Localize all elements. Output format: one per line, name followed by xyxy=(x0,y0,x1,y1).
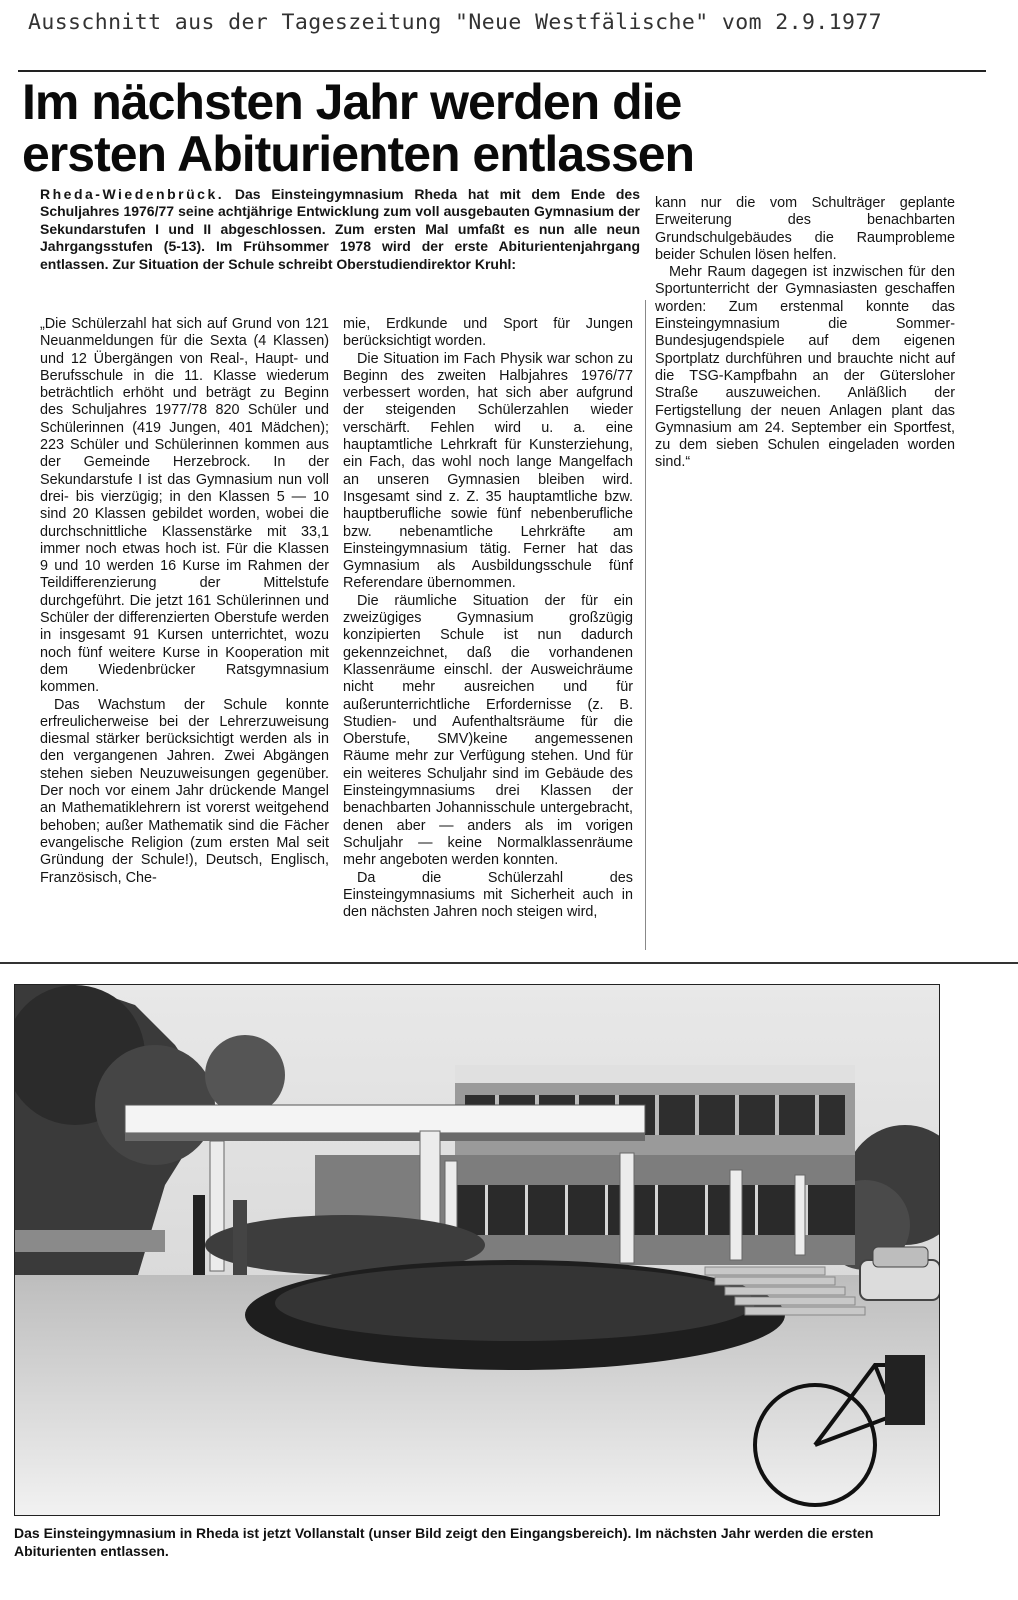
lead-paragraph xyxy=(40,186,640,273)
column-1-paragraph: „Die Schülerzahl hat sich auf Grund von 121 Neuanmeldungen für die Sexta (4 Klassen) und 12 Übergängen von Real-, Haupt- und Berufsschule in die 11. Klasse wiederum beträchtlich erhöht und beträgt zu Beginn des Schuljahres 1977/78 820 Schüler und Schülerinnen (419 Jungen, 401 Mädchen); 223 Schüler und Schülerinnen kommen aus der Gemeinde Herzebrock. In der Sekundarstufe I ist das Gymnasium nun voll drei- bis vierzügig; in den Klassen 5 — 10 sind 20 Klassen gebildet worden, wobei die durchschnittliche Klassenstärke mit 33,1 immer noch etwas hoch ist. Für die Klassen 9 und 10 werden 16 Kurse im Rahmen der Teildifferenzierung der Mittelstufe durchgeführt. Die jetzt 161 Schülerinnen und Schüler der differenzierten Oberstufe werden in insgesamt 91 Kursen unterrichtet, wozu noch fünf weitere Kurse in Kooperation mit dem Wiedenbrücker Ratsgymnasium kommen. xyxy=(40,316,329,696)
top-rule xyxy=(18,70,986,72)
school-building-photo xyxy=(14,984,940,1516)
column-rule xyxy=(645,300,646,950)
headline-line-1: Im nächsten Jahr werden die xyxy=(22,74,682,130)
article-column-3 xyxy=(655,195,955,472)
headline xyxy=(22,76,982,180)
dateline: Rheda-Wiedenbrück. xyxy=(40,186,225,202)
source-line: Ausschnitt aus der Tageszeitung "Neue Westfälische" vom 2.9.1977 xyxy=(28,10,883,35)
column-2-paragraph: Die räumliche Situation der für ein zweizügiges Gymnasium großzügig konzipierten Schule ist nun dadurch gekennzeichnet, daß die vorhandenen Klassenräume einschl. der Ausweichräume nicht mehr ausreichen und für außerunterrichtliche Erfordernisse (z. B. Studien- und Aufenthaltsräume für die Oberstufe, SMV)keine angemessenen Räume mehr zur Verfügung stehen. Und für ein weiteres Schuljahr sind im Gebäude des Einsteingymnasiums drei Klassen der benachbarten Johannisschule untergebracht, denen aber — anders als im vorigen Schuljahr — keine Normalklassenräume mehr angeboten werden konnten. xyxy=(343,592,633,869)
photo-caption: Das Einsteingymnasium in Rheda ist jetzt Vollanstalt (unser Bild zeigt den Eingangsbereich). Im nächsten Jahr werden die ersten Abiturienten entlassen. xyxy=(14,1525,874,1559)
lead-text: Das Einsteingymnasium Rheda hat mit dem Ende des Schuljahres 1976/77 seine achtjährige Entwicklung zum voll ausgebauten Gymnasium der Sekundarstufen I und II abgeschlossen. Zum ersten Mal umfaßt es nun alle neun Jahrgangsstufen (5-13). Im Frühsommer 1978 wird der erste Abiturientenjahrgang entlassen. Zur Situation der Schule schreibt Oberstudiendirektor Kruhl: xyxy=(40,186,641,272)
column-2-paragraph: mie, Erdkunde und Sport für Jungen berücksichtigt worden. xyxy=(343,316,633,350)
headline-line-2: ersten Abiturienten entlassen xyxy=(22,126,695,182)
photo-rule xyxy=(0,962,1018,964)
column-3-paragraph: Mehr Raum dagegen ist inzwischen für den Sportunterricht der Gymnasiasten geschaffen worden: Zum erstenmal konnte das Einsteingymnasium die Sommer-Bundesjugendspiele auf dem eigenen Sportplatz durchführen und brauchte nicht auf die TSG-Kampfbahn an der Gütersloher Straße auszuweichen. Anläßlich der Fertigstellung der neuen Anlagen plant das Gymnasium am 24. September ein Sportfest, zu dem sieben Schulen eingeladen worden sind.“ xyxy=(655,264,955,471)
column-3-paragraph: kann nur die vom Schulträger geplante Erweiterung des benachbarten Grundschulgebäudes die Raumprobleme beider Schulen lösen helfen. xyxy=(655,195,955,263)
article-column-2 xyxy=(343,316,633,921)
column-1-paragraph: Das Wachstum der Schule konnte erfreulicherweise bei der Lehrerzuweisung diesmal stärker berücksichtigt werden als in den vergangenen Jahren. Zwei Abgängen stehen sieben Neuzuweisungen gegenüber. Der noch vor einem Jahr drückende Mangel an Mathematiklehrern ist vorerst weitgehend behoben; außer Mathematik sind die Fächer evangelische Religion (zum ersten Mal seit Gründung der Schule!), Deutsch, Englisch, Französisch, Che- xyxy=(40,696,329,886)
column-2-paragraph: Die Situation im Fach Physik war schon zu Beginn des zweiten Halbjahres 1976/77 verbessert worden, hat sich aber aufgrund der steigenden Schülerzahlen wieder verschärft. Fehlen wird u. a. eine hauptamtliche Lehrkraft für Kunsterziehung, ein Fach, das wohl noch lange Mangelfach an unseren Gymnasien bleiben wird. Insgesamt sind z. Z. 35 hauptamtliche bzw. hauptberufliche sowie fünf nebenberufliche bzw. nebenamtliche Lehrkräfte am Einsteingymnasium tätig. Ferner hat das Gymnasium als Ausbildungsschule fünf Referendare übernommen. xyxy=(343,350,633,592)
article-column-1 xyxy=(40,316,329,887)
column-2-paragraph: Da die Schülerzahl des Einsteingymnasiums mit Sicherheit auch in den nächsten Jahren noch steigen wird, xyxy=(343,869,633,921)
photo-illustration xyxy=(15,985,940,1516)
